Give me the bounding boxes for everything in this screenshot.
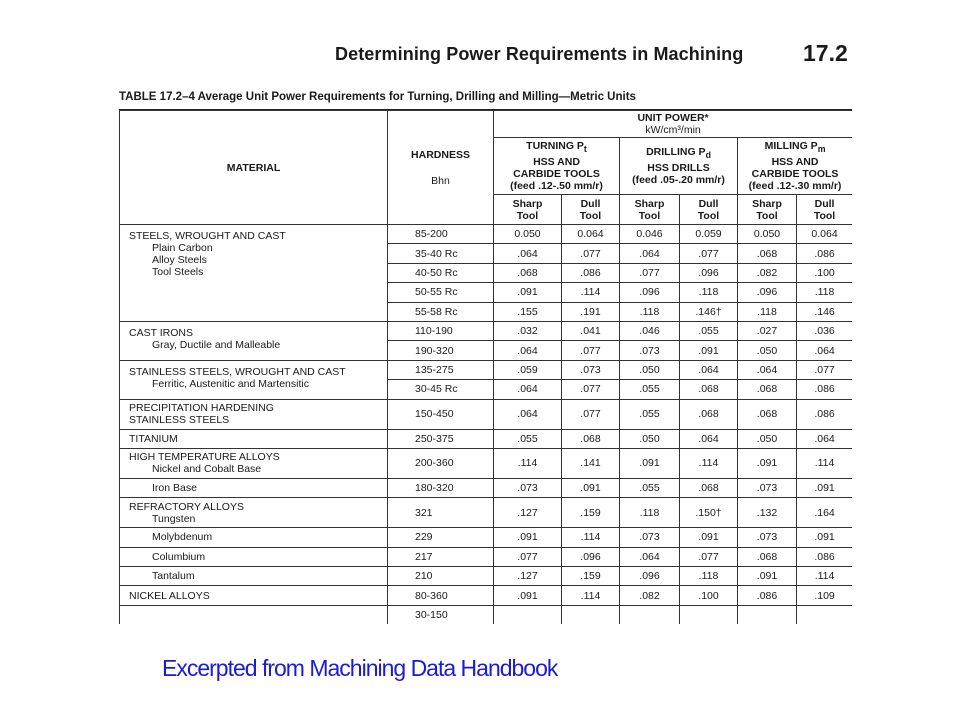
material-cell bbox=[120, 225, 388, 322]
unit-power-units: kW/cm³/min bbox=[645, 124, 701, 136]
power-cell: .064 bbox=[680, 360, 738, 379]
drilling-header bbox=[620, 138, 738, 195]
hardness-cell: 150-450 bbox=[388, 399, 494, 429]
hardness-cell: 210 bbox=[388, 567, 494, 586]
power-cell: .118 bbox=[620, 302, 680, 321]
power-cell: .082 bbox=[738, 263, 797, 282]
table-body bbox=[120, 225, 853, 625]
table-row bbox=[120, 528, 853, 547]
material-subtype: Nickel and Cobalt Base bbox=[152, 463, 262, 476]
hardness-cell: 135-275 bbox=[388, 360, 494, 379]
power-cell: .064 bbox=[738, 360, 797, 379]
power-cell: .068 bbox=[562, 429, 620, 448]
power-cell: .050 bbox=[738, 341, 797, 360]
power-cell: .155 bbox=[494, 302, 562, 321]
table-row bbox=[120, 498, 853, 528]
power-cell: .036 bbox=[797, 321, 853, 340]
power-cell: .073 bbox=[562, 360, 620, 379]
material-subtype: Tungsten bbox=[152, 512, 196, 525]
material-name: STEELS, WROUGHT AND CAST bbox=[129, 230, 286, 242]
power-cell: .077 bbox=[494, 547, 562, 566]
table-row bbox=[120, 448, 853, 478]
hardness-cell: 217 bbox=[388, 547, 494, 566]
power-cell: .114 bbox=[562, 283, 620, 302]
power-cell: 0.046 bbox=[620, 225, 680, 244]
table-row bbox=[120, 478, 853, 497]
power-cell: .091 bbox=[738, 448, 797, 478]
power-cell: .055 bbox=[680, 321, 738, 340]
power-cell: .091 bbox=[494, 528, 562, 547]
power-cell: .091 bbox=[620, 448, 680, 478]
power-cell: .041 bbox=[562, 321, 620, 340]
power-cell: .068 bbox=[494, 263, 562, 282]
power-cell: .073 bbox=[620, 528, 680, 547]
power-cell: .086 bbox=[738, 586, 797, 605]
power-cell: .159 bbox=[562, 567, 620, 586]
hardness-cell: 321 bbox=[388, 498, 494, 528]
power-cell: .077 bbox=[562, 341, 620, 360]
power-cell: .141 bbox=[562, 448, 620, 478]
power-cell: .055 bbox=[620, 478, 680, 497]
power-cell: .114 bbox=[562, 586, 620, 605]
material-cell bbox=[120, 528, 388, 547]
hardness-label: HARDNESS bbox=[411, 148, 470, 161]
power-cell: .077 bbox=[562, 244, 620, 263]
power-cell: .064 bbox=[494, 244, 562, 263]
power-cell: .109 bbox=[797, 586, 853, 605]
unit-power-table-container bbox=[119, 109, 852, 624]
material-name: TITANIUM bbox=[129, 432, 178, 445]
table-row bbox=[120, 321, 853, 340]
power-cell bbox=[494, 605, 562, 624]
power-cell bbox=[680, 605, 738, 624]
drilling-line-2: HSS DRILLS bbox=[647, 161, 710, 174]
power-cell: .191 bbox=[562, 302, 620, 321]
table-row bbox=[120, 605, 853, 624]
sharp-tool-label: Tool bbox=[756, 209, 778, 222]
material-name: PRECIPITATION HARDENING bbox=[129, 402, 274, 415]
power-cell: .091 bbox=[494, 586, 562, 605]
power-cell: .068 bbox=[738, 244, 797, 263]
dull-tool-header bbox=[562, 195, 620, 225]
material-subtype: Ferritic, Austenitic and Martensitic bbox=[152, 377, 309, 390]
hardness-cell: 30-45 Rc bbox=[388, 380, 494, 399]
power-cell: .064 bbox=[620, 547, 680, 566]
power-cell: 0.059 bbox=[680, 225, 738, 244]
milling-title: MILLING P bbox=[764, 140, 818, 153]
hardness-cell: 35-40 Rc bbox=[388, 244, 494, 263]
power-cell: 0.064 bbox=[562, 225, 620, 244]
power-cell: .114 bbox=[562, 528, 620, 547]
power-cell: .096 bbox=[562, 547, 620, 566]
power-cell: 0.050 bbox=[738, 225, 797, 244]
power-cell: .059 bbox=[494, 360, 562, 379]
power-cell: .055 bbox=[620, 380, 680, 399]
power-cell: .077 bbox=[620, 263, 680, 282]
dull-tool-header bbox=[797, 195, 853, 225]
power-cell: .064 bbox=[494, 399, 562, 429]
power-cell: .096 bbox=[620, 567, 680, 586]
source-footer: Excerpted from Machining Data Handbook bbox=[162, 655, 558, 681]
turning-title: TURNING P bbox=[526, 140, 584, 153]
power-cell: .046 bbox=[620, 321, 680, 340]
power-cell: .127 bbox=[494, 567, 562, 586]
power-cell: .068 bbox=[680, 380, 738, 399]
power-cell: .068 bbox=[738, 399, 797, 429]
sharp-tool-label: Sharp bbox=[512, 197, 543, 210]
power-cell: .091 bbox=[494, 283, 562, 302]
material-cell bbox=[120, 605, 388, 624]
sharp-tool-label: Sharp bbox=[634, 197, 665, 210]
material-cell bbox=[120, 498, 388, 528]
power-cell: .118 bbox=[797, 283, 853, 302]
power-cell: .086 bbox=[562, 263, 620, 282]
power-cell: .096 bbox=[620, 283, 680, 302]
page-title: Determining Power Requirements in Machining bbox=[335, 44, 744, 64]
power-cell: .073 bbox=[738, 528, 797, 547]
power-cell: .150† bbox=[680, 498, 738, 528]
material-name: REFRACTORY ALLOYS bbox=[129, 500, 244, 513]
table-row bbox=[120, 225, 853, 244]
power-cell: .064 bbox=[494, 380, 562, 399]
power-cell: .164 bbox=[797, 498, 853, 528]
power-cell: .077 bbox=[680, 244, 738, 263]
dull-tool-label: Tool bbox=[579, 209, 602, 222]
power-cell: .096 bbox=[738, 283, 797, 302]
material-subtype: Iron Base bbox=[152, 482, 197, 495]
power-cell: .091 bbox=[680, 341, 738, 360]
power-cell bbox=[738, 605, 797, 624]
unit-power-header bbox=[494, 111, 853, 138]
turning-feed: (feed .12-.50 mm/r) bbox=[510, 179, 603, 192]
dull-tool-header bbox=[680, 195, 738, 225]
hardness-unit: Bhn bbox=[431, 174, 450, 187]
material-name: HIGH TEMPERATURE ALLOYS bbox=[129, 451, 280, 464]
dull-tool-label: Dull bbox=[814, 197, 835, 210]
power-cell: .073 bbox=[494, 478, 562, 497]
material-subtype: Molybdenum bbox=[152, 531, 213, 544]
power-cell: .091 bbox=[738, 567, 797, 586]
material-subtype: Tool Steels bbox=[152, 266, 204, 278]
power-cell: .114 bbox=[494, 448, 562, 478]
power-cell: .064 bbox=[797, 341, 853, 360]
material-subtype: Plain Carbon bbox=[152, 242, 213, 254]
power-cell: .077 bbox=[562, 380, 620, 399]
material-name: NICKEL ALLOYS bbox=[129, 589, 210, 602]
hardness-cell: 40-50 Rc bbox=[388, 263, 494, 282]
material-cell bbox=[120, 586, 388, 605]
sharp-tool-header bbox=[494, 195, 562, 225]
drilling-feed: (feed .05-.20 mm/r) bbox=[632, 173, 725, 186]
dull-tool-label: Dull bbox=[580, 197, 601, 210]
power-cell: .055 bbox=[620, 399, 680, 429]
power-cell: .050 bbox=[620, 429, 680, 448]
turning-subscript: t bbox=[583, 144, 587, 155]
milling-line-2: HSS AND bbox=[771, 155, 819, 168]
material-cell bbox=[120, 360, 388, 399]
sharp-tool-label: Tool bbox=[516, 209, 539, 222]
hardness-cell: 110-190 bbox=[388, 321, 494, 340]
drilling-subscript: d bbox=[705, 150, 711, 161]
hardness-cell: 50-55 Rc bbox=[388, 283, 494, 302]
power-cell: .050 bbox=[738, 429, 797, 448]
power-cell bbox=[562, 605, 620, 624]
power-cell: .027 bbox=[738, 321, 797, 340]
section-number: 17.2 bbox=[803, 40, 848, 66]
power-cell: .064 bbox=[797, 429, 853, 448]
power-cell: .114 bbox=[680, 448, 738, 478]
power-cell: .082 bbox=[620, 586, 680, 605]
power-cell: .032 bbox=[494, 321, 562, 340]
power-cell: .064 bbox=[620, 244, 680, 263]
milling-subscript: m bbox=[817, 144, 826, 155]
power-cell: .068 bbox=[680, 399, 738, 429]
material-cell bbox=[120, 448, 388, 478]
material-subtype: Columbium bbox=[152, 550, 206, 563]
sharp-tool-label: Sharp bbox=[752, 197, 782, 210]
material-cell bbox=[120, 478, 388, 497]
power-cell: .073 bbox=[738, 478, 797, 497]
material-cell bbox=[120, 567, 388, 586]
unit-power-table bbox=[119, 110, 852, 624]
power-cell: 0.050 bbox=[494, 225, 562, 244]
power-cell: .064 bbox=[680, 429, 738, 448]
power-cell: .114 bbox=[797, 448, 853, 478]
table-row bbox=[120, 399, 853, 429]
hardness-cell: 30-150 bbox=[388, 605, 494, 624]
hardness-cell: 250-375 bbox=[388, 429, 494, 448]
power-cell: .118 bbox=[620, 498, 680, 528]
table-row bbox=[120, 586, 853, 605]
power-cell: .077 bbox=[562, 399, 620, 429]
material-cell bbox=[120, 399, 388, 429]
material-subtype: Tantalum bbox=[152, 570, 195, 583]
power-cell: .118 bbox=[738, 302, 797, 321]
power-cell: .100 bbox=[680, 586, 738, 605]
hardness-cell: 180-320 bbox=[388, 478, 494, 497]
material-name: STAINLESS STEELS, WROUGHT AND CAST bbox=[129, 365, 346, 378]
drilling-title: DRILLING P bbox=[646, 146, 706, 159]
turning-header bbox=[494, 138, 620, 195]
power-cell: .068 bbox=[738, 547, 797, 566]
material-name: STAINLESS STEELS bbox=[129, 414, 230, 427]
dull-tool-label: Dull bbox=[698, 197, 719, 210]
power-cell: .086 bbox=[797, 380, 853, 399]
power-cell: .091 bbox=[680, 528, 738, 547]
power-cell: .146 bbox=[797, 302, 853, 321]
power-cell: .077 bbox=[680, 547, 738, 566]
hardness-cell: 55-58 Rc bbox=[388, 302, 494, 321]
milling-line-3: CARBIDE TOOLS bbox=[751, 167, 839, 180]
power-cell: .068 bbox=[738, 380, 797, 399]
table-row bbox=[120, 429, 853, 448]
power-cell: .091 bbox=[562, 478, 620, 497]
material-header: MATERIAL bbox=[120, 111, 388, 225]
power-cell: .086 bbox=[797, 399, 853, 429]
power-cell: .091 bbox=[797, 528, 853, 547]
hardness-cell: 229 bbox=[388, 528, 494, 547]
power-cell: .146† bbox=[680, 302, 738, 321]
material-cell bbox=[120, 547, 388, 566]
sharp-tool-label: Tool bbox=[638, 209, 661, 222]
hardness-header bbox=[388, 111, 494, 225]
turning-line-3: CARBIDE TOOLS bbox=[513, 167, 600, 180]
turning-line-2: HSS AND bbox=[533, 155, 580, 168]
power-cell: 0.064 bbox=[797, 225, 853, 244]
power-cell: .086 bbox=[797, 244, 853, 263]
power-cell: .114 bbox=[797, 567, 853, 586]
power-cell: .091 bbox=[797, 478, 853, 497]
material-subtype: Alloy Steels bbox=[152, 254, 207, 266]
power-cell: .118 bbox=[680, 567, 738, 586]
material-subtype: Gray, Ductile and Malleable bbox=[152, 338, 281, 351]
power-cell: .073 bbox=[620, 341, 680, 360]
material-cell bbox=[120, 321, 388, 360]
power-cell: .100 bbox=[797, 263, 853, 282]
power-cell bbox=[620, 605, 680, 624]
dull-tool-label: Tool bbox=[813, 209, 836, 222]
table-row bbox=[120, 360, 853, 379]
milling-feed: (feed .12-.30 mm/r) bbox=[748, 179, 842, 192]
material-name: CAST IRONS bbox=[129, 326, 193, 339]
dull-tool-label: Tool bbox=[697, 209, 720, 222]
power-cell: .077 bbox=[797, 360, 853, 379]
hardness-cell: 80-360 bbox=[388, 586, 494, 605]
power-cell bbox=[797, 605, 853, 624]
power-cell: .068 bbox=[680, 478, 738, 497]
table-row bbox=[120, 547, 853, 566]
table-row bbox=[120, 567, 853, 586]
power-cell: .159 bbox=[562, 498, 620, 528]
power-cell: .127 bbox=[494, 498, 562, 528]
power-cell: .064 bbox=[494, 341, 562, 360]
sharp-tool-header bbox=[620, 195, 680, 225]
hardness-cell: 190-320 bbox=[388, 341, 494, 360]
power-cell: .132 bbox=[738, 498, 797, 528]
power-cell: .086 bbox=[797, 547, 853, 566]
sharp-tool-header bbox=[738, 195, 797, 225]
unit-power-label: UNIT POWER* bbox=[637, 112, 709, 124]
hardness-cell: 200-360 bbox=[388, 448, 494, 478]
hardness-cell: 85-200 bbox=[388, 225, 494, 244]
power-cell: .055 bbox=[494, 429, 562, 448]
material-cell bbox=[120, 429, 388, 448]
table-caption: TABLE 17.2–4 Average Unit Power Requirements for Turning, Drilling and Milling—Metric Units bbox=[119, 91, 636, 103]
power-cell: .118 bbox=[680, 283, 738, 302]
milling-header bbox=[738, 138, 853, 195]
power-cell: .050 bbox=[620, 360, 680, 379]
power-cell: .096 bbox=[680, 263, 738, 282]
